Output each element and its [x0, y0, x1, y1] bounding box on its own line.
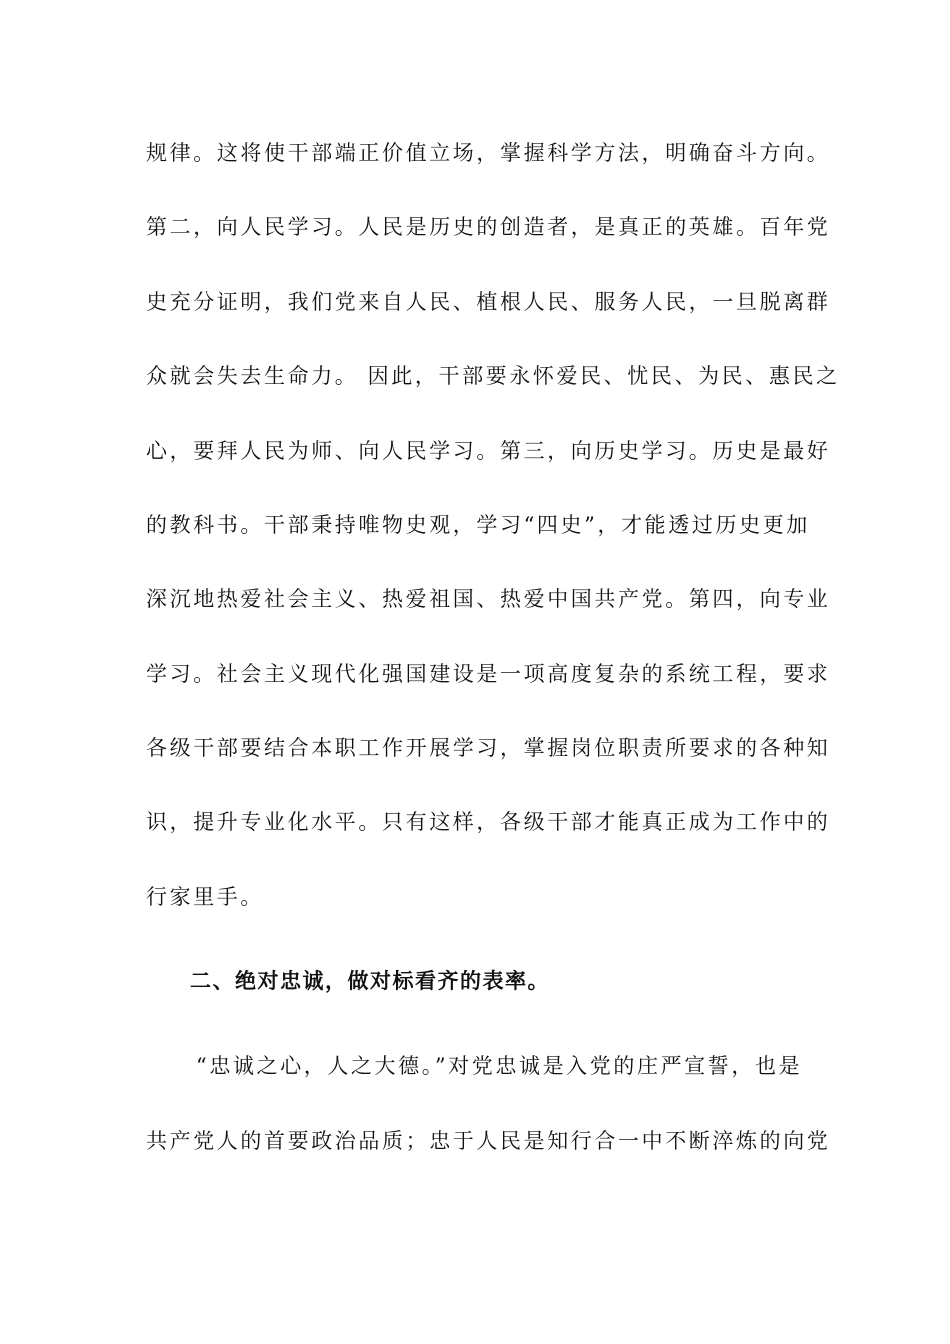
- text-line: 第二，向人民学习。人民是历史的创造者，是真正的英雄。百年党: [146, 215, 831, 239]
- text-line: 行家里手。: [146, 885, 264, 909]
- text-line: 学习。社会主义现代化强国建设是一项高度复杂的系统工程，要求: [146, 662, 831, 686]
- text-line: 史充分证明，我们党来自人民、植根人民、服务人民，一旦脱离群: [146, 290, 831, 314]
- text-line: 的教科书。干部秉持唯物史观，学习“四史”，才能透过历史更加: [146, 513, 810, 537]
- text-line: 心，要拜人民为师、向人民学习。第三，向历史学习。历史是最好: [146, 439, 831, 463]
- text-line: 众就会失去生命力。 因此，干部要永怀爱民、忧民、为民、惠民之: [146, 364, 840, 388]
- text-line: 规律。这将使干部端正价值立场，掌握科学方法，明确奋斗方向。: [146, 141, 831, 165]
- text-line: 各级干部要结合本职工作开展学习，掌握岗位职责所要求的各种知: [146, 736, 831, 760]
- text-line: 共产党人的首要政治品质；忠于人民是知行合一中不断淬炼的向党: [146, 1129, 831, 1153]
- text-line: 识，提升专业化水平。只有这样，各级干部才能真正成为工作中的: [146, 810, 831, 834]
- section-heading: 二、绝对忠诚，做对标看齐的表率。: [190, 968, 550, 993]
- text-line: “忠诚之心，人之大德。”对党忠诚是入党的庄严宣誓，也是: [196, 1054, 803, 1078]
- text-line: 深沉地热爱社会主义、热爱祖国、热爱中国共产党。第四，向专业: [146, 587, 831, 611]
